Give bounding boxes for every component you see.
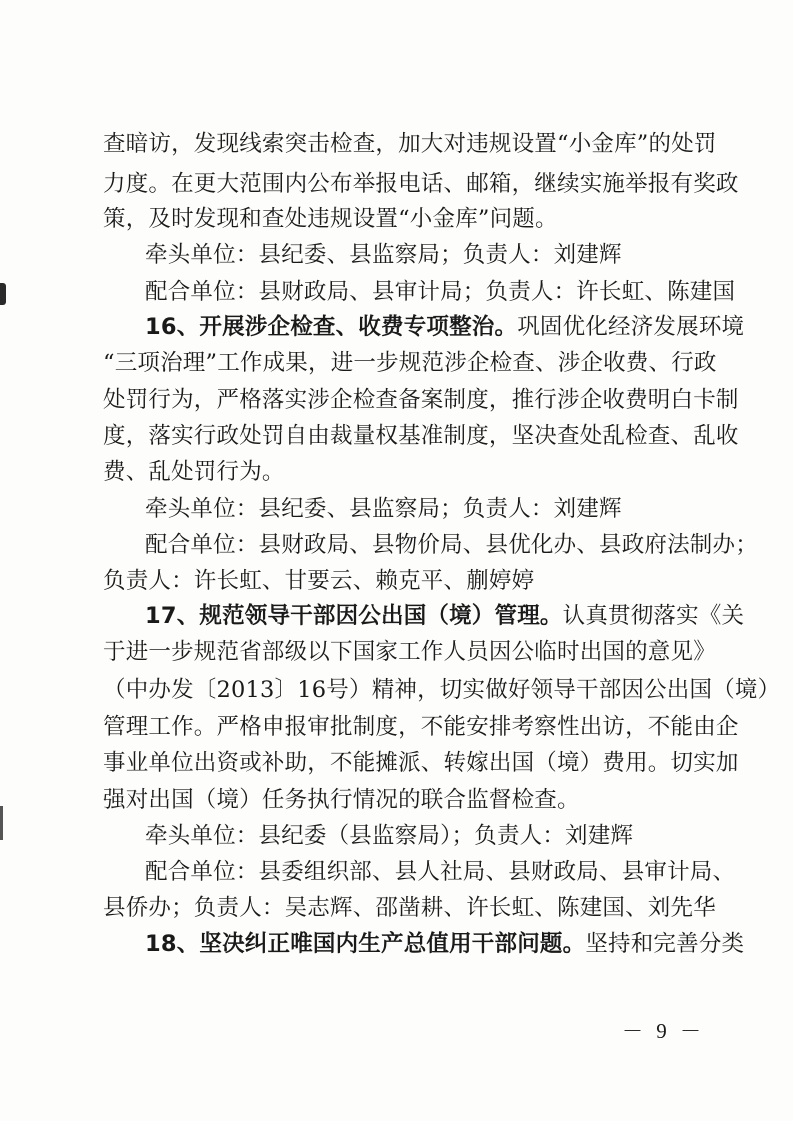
- body-line: [103, 169, 739, 199]
- lead-unit-line: [145, 494, 683, 524]
- coop-unit-line: [145, 277, 736, 307]
- scan-edge-mark: [0, 283, 6, 305]
- line-text: 牵头单位：县纪委、县监察局；负责人：刘建辉: [145, 496, 622, 522]
- page-number: － 9 －: [622, 1019, 705, 1043]
- section-heading: 18、坚决纠正唯国内生产总值用干部问题。: [145, 931, 586, 957]
- body-line: [103, 385, 739, 415]
- line-text: “三项治理”工作成果，进一步规范涉企检查、涉企收费、行政: [103, 350, 717, 376]
- line-text: 配合单位：县委组织部、县人社局、县财政局、县审计局、: [145, 859, 736, 885]
- body-line: [103, 457, 683, 487]
- section-heading-line: [145, 929, 745, 959]
- line-text: 配合单位：县财政局、县审计局；负责人：许长虹、陈建国: [145, 279, 736, 305]
- responsible-line: [103, 566, 683, 596]
- line-text: 认真贯彻落实《关: [562, 603, 745, 629]
- line-text: 配合单位：县财政局、县物价局、县优化办、县政府法制办；: [145, 532, 758, 558]
- coop-unit-line: [145, 857, 736, 887]
- body-line: [103, 421, 739, 451]
- body-line: [103, 348, 717, 378]
- scan-edge-mark: [0, 806, 3, 840]
- line-text: 牵头单位：县纪委、县监察局；负责人：刘建辉: [145, 242, 622, 268]
- line-text: 牵头单位：县纪委（县监察局）；负责人：刘建辉: [145, 823, 634, 849]
- line-text: 负责人：许长虹、甘要云、赖克平、蒯婷婷: [103, 568, 535, 594]
- lead-unit-line: [145, 240, 683, 270]
- line-text: 县侨办；负责人：吴志辉、邵凿耕、许长虹、陈建国、刘先华: [103, 895, 716, 921]
- body-line: [103, 712, 739, 742]
- section-heading: 16、开展涉企检查、收费专项整治。: [145, 314, 518, 340]
- line-text: 策，及时发现和查处违规设置“小金库”问题。: [103, 206, 558, 232]
- line-text: （中办发〔2013〕16号）精神，切实做好领导干部因公出国（境）: [103, 677, 781, 703]
- line-text: 坚持和完善分类: [585, 931, 745, 957]
- section-heading-line: [145, 601, 745, 631]
- body-line: [103, 204, 683, 234]
- line-text: 费、乱处罚行为。: [103, 459, 285, 485]
- coop-unit-line: [145, 530, 758, 560]
- line-text: 查暗访，发现线索突击检查，加大对违规设置“小金库”的处罚: [103, 131, 717, 157]
- line-text: 管理工作。严格申报审批制度，不能安排考察性出访，不能由企: [103, 714, 739, 740]
- body-line: [103, 748, 739, 778]
- responsible-line: [103, 893, 716, 923]
- lead-unit-line: [145, 821, 683, 851]
- body-line: [103, 129, 717, 159]
- section-heading-line: [145, 312, 745, 342]
- line-text: 强对出国（境）任务执行情况的联合监督检查。: [103, 787, 580, 813]
- line-text: 度，落实行政处罚自由裁量权基准制度，坚决查处乱检查、乱收: [103, 423, 739, 449]
- line-text: 处罚行为，严格落实涉企检查备案制度，推行涉企收费明白卡制: [103, 387, 739, 413]
- body-line: [103, 675, 781, 705]
- line-text: 事业单位出资或补助，不能摊派、转嫁出国（境）费用。切实加: [103, 750, 739, 776]
- body-line: [103, 785, 683, 815]
- body-line: [103, 637, 716, 667]
- line-text: 于进一步规范省部级以下国家工作人员因公临时出国的意见》: [103, 639, 716, 665]
- line-text: 力度。在更大范围内公布举报电话、邮箱，继续实施举报有奖政: [103, 171, 739, 197]
- section-heading: 17、规范领导干部因公出国（境）管理。: [145, 603, 563, 629]
- line-text: 巩固优化经济发展环境: [517, 314, 745, 340]
